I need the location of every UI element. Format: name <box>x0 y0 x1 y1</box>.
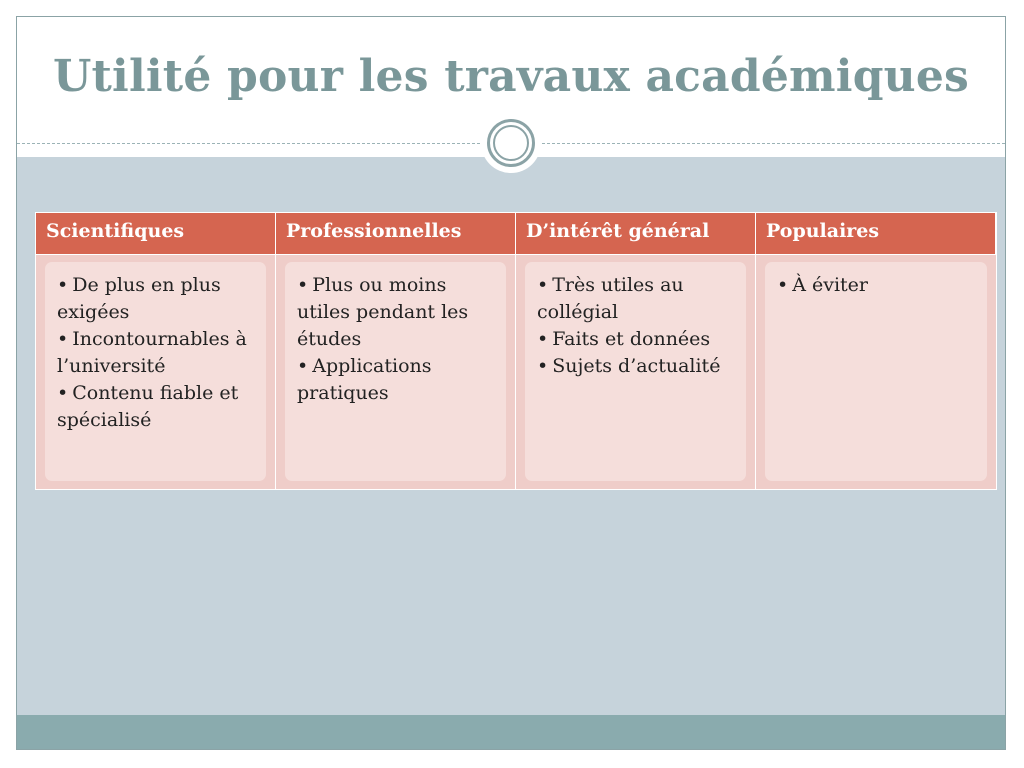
comparison-table <box>35 212 997 490</box>
bullet-list <box>57 272 256 434</box>
bullet-marker: • <box>57 274 69 296</box>
bullet-marker: • <box>537 355 549 377</box>
list-item: • Applications pratiques <box>297 355 432 404</box>
cell-populaires <box>756 255 996 489</box>
card-professionnelles <box>285 262 506 481</box>
list-item: • Très utiles au collégial <box>537 274 684 323</box>
cell-interet-general <box>516 255 756 489</box>
bullet-marker: • <box>777 274 789 296</box>
cell-scientifiques <box>36 255 276 489</box>
bullet-list <box>297 272 496 407</box>
header-populaires: Populaires <box>756 213 996 255</box>
bullet-marker: • <box>297 355 309 377</box>
bullet-marker: • <box>57 328 69 350</box>
slide-title: Utilité pour les travaux académiques <box>52 51 970 102</box>
card-interet-general <box>525 262 746 481</box>
list-item: • À éviter <box>777 274 868 296</box>
list-item: • Sujets d’actualité <box>537 355 721 377</box>
bullet-marker: • <box>297 274 309 296</box>
header-professionnelles: Professionnelles <box>276 213 516 255</box>
list-item: • Plus ou moins utiles pendant les études <box>297 274 469 350</box>
card-scientifiques <box>45 262 266 481</box>
bullet-marker: • <box>57 382 69 404</box>
footer-band <box>17 715 1005 749</box>
card-populaires <box>765 262 987 481</box>
list-item: • De plus en plus exigées <box>57 274 221 323</box>
bullet-marker: • <box>537 328 549 350</box>
list-item: • Incontournables à l’université <box>57 328 247 377</box>
bullet-list <box>537 272 736 380</box>
slide <box>16 16 1006 750</box>
bullet-list <box>777 272 977 299</box>
list-item: • Contenu fiable et spécialisé <box>57 382 239 431</box>
header-scientifiques: Scientifiques <box>36 213 276 255</box>
divider-ornament-inner-ring <box>493 125 529 161</box>
list-item: • Faits et données <box>537 328 711 350</box>
bullet-marker: • <box>537 274 549 296</box>
cell-professionnelles <box>276 255 516 489</box>
header-interet-general: D’intérêt général <box>516 213 756 255</box>
